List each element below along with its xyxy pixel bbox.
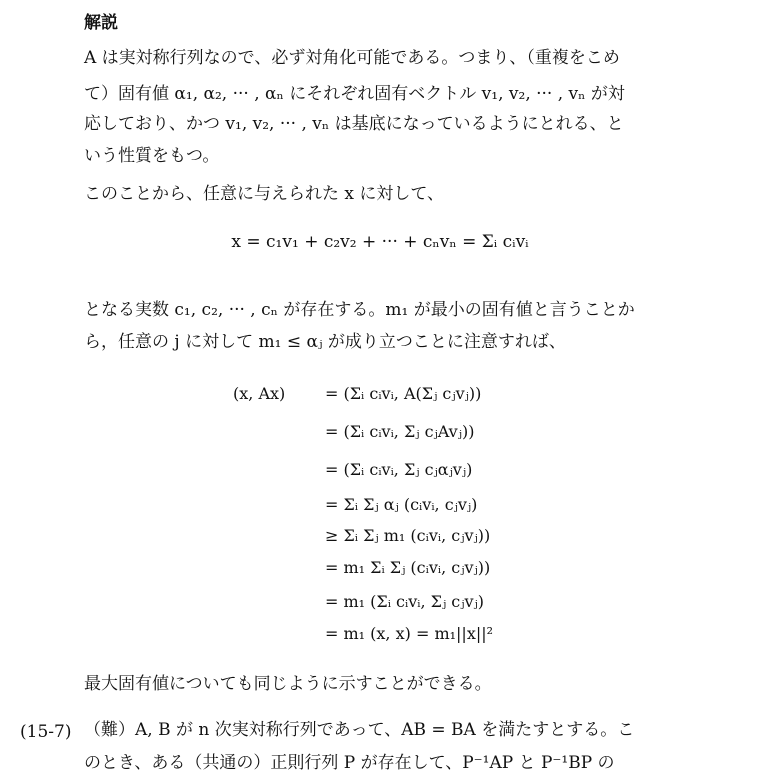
paragraph-line [84, 334, 566, 351]
paragraph-line [84, 86, 625, 103]
intro-line-3: 応しており、かつ v₁, v₂, ··· , vₙ は基底になっているようにとれる、と [84, 114, 624, 134]
derivation-row-4: = Σᵢ Σⱼ αⱼ (cᵢvᵢ, cⱼvⱼ) [325, 495, 478, 514]
paragraph-line [84, 302, 635, 319]
intro-line-2: て）固有値 α₁, α₂, ··· , αₙ にそれぞれ固有ベクトル v₁, v₂, ··· , vₙ が対 [84, 84, 625, 104]
expansion-equation-text: x = c₁v₁ + c₂v₂ + ··· + cₙvₙ = Σᵢ cᵢvᵢ [231, 232, 529, 252]
paragraph-line [84, 116, 624, 133]
max-eigenvalue-text: 最大固有値についても同じように示すことができる。 [84, 674, 492, 694]
intro-line-4: いう性質をもつ。 [84, 146, 220, 166]
problem-line-2: のとき、ある（共通の）正則行列 P が存在して、P⁻¹AP と P⁻¹BP の [84, 753, 615, 773]
problem-line-1: （難）A, B が n 次実対称行列であって、AB = BA を満たすとする。こ [84, 720, 635, 740]
derivation-row-7: = m₁ (Σᵢ cᵢvᵢ, Σⱼ cⱼvⱼ) [325, 592, 484, 611]
derivation-row-6: = m₁ Σᵢ Σⱼ (cᵢvᵢ, cⱼvⱼ)) [325, 558, 491, 577]
derivation-lhs: (x, Ax) [233, 384, 286, 403]
paragraph-given-x [84, 186, 444, 203]
expansion-equation [0, 232, 760, 252]
paragraph-line [84, 50, 620, 67]
derivation-row-1: = (Σᵢ cᵢvᵢ, A(Σⱼ cⱼvⱼ)) [325, 384, 482, 403]
derivation-row-5: ≥ Σᵢ Σⱼ m₁ (cᵢvᵢ, cⱼvⱼ)) [325, 526, 491, 545]
real-numbers-line-2: ら，任意の j に対して m₁ ≤ αⱼ が成り立つことに注意すれば、 [84, 332, 566, 352]
given-x-text: このことから、任意に与えられた x に対して、 [84, 184, 445, 204]
paragraph-line [84, 148, 219, 165]
derivation-row-3: = (Σᵢ cᵢvᵢ, Σⱼ cⱼαⱼvⱼ) [325, 460, 473, 479]
section-heading: 解説 [84, 13, 118, 33]
derivation-row-8: = m₁ (x, x) = m₁||x||² [325, 624, 494, 643]
derivation-row-2: = (Σᵢ cᵢvᵢ, Σⱼ cⱼAvⱼ)) [325, 422, 475, 441]
intro-line-1: A は実対称行列なので、必ず対角化可能である。つまり、（重複をこめ [84, 48, 620, 68]
real-numbers-line-1: となる実数 c₁, c₂, ··· , cₙ が存在する。m₁ が最小の固有値と言うことか [84, 300, 635, 320]
problem-number: (15-7) [20, 722, 72, 742]
paragraph-max-eigenvalue [84, 676, 492, 693]
